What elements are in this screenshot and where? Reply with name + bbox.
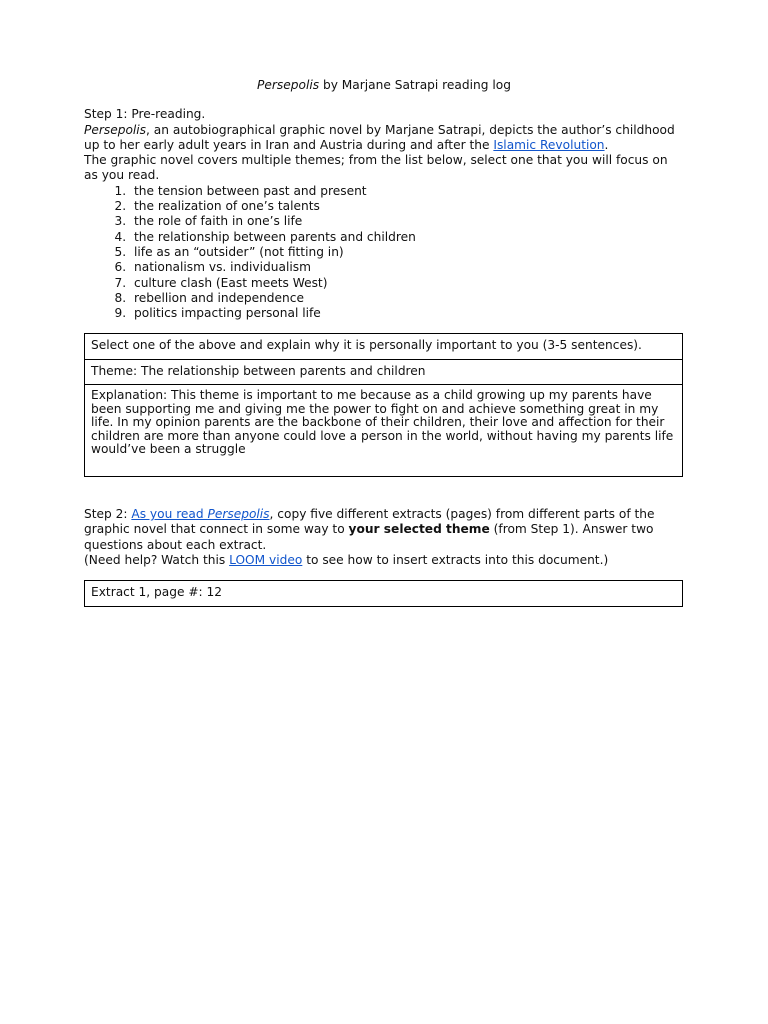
intro-book: Persepolis xyxy=(84,122,147,137)
list-item: 4. the relationship between parents and children xyxy=(130,230,684,245)
selected-theme-bold: your selected theme xyxy=(348,522,490,537)
step2-paragraph xyxy=(84,507,684,553)
list-item: 5. life as an “outsider” (not fitting in) xyxy=(130,245,684,260)
list-item: 8. rebellion and independence xyxy=(130,291,684,306)
as-you-read-text: As you read xyxy=(131,507,208,522)
intro-text: , an autobiographical graphic novel by Marjane Satrapi, depicts the author’s childhood up to her early adult years in Iran and Austria during and after the xyxy=(84,122,675,152)
loom-video-link[interactable]: LOOM video xyxy=(229,552,303,567)
extract-table xyxy=(84,580,683,606)
step1-heading: Step 1: Pre-reading. xyxy=(84,107,206,122)
list-item: 6. nationalism vs. individualism xyxy=(130,260,684,275)
help-paragraph xyxy=(84,553,684,568)
as-you-read-book: Persepolis xyxy=(207,507,270,522)
list-item: 1. the tension between past and present xyxy=(130,184,684,199)
title-book: Persepolis xyxy=(257,78,320,92)
list-item: 7. culture clash (East meets West) xyxy=(130,276,684,291)
explanation-cell[interactable]: Explanation: This theme is important to me because as a child growing up my parents have been supporting me and giving me the power to fight on and achieve something great in my life. In my opinion parents are the backbone of their children, their love and affection for their children are more than anyone could love a person in the world, without having my parents life would’ve been a struggle xyxy=(85,385,683,477)
extract-1-cell[interactable]: Extract 1, page #: 12 xyxy=(85,581,683,606)
document-title xyxy=(84,78,684,93)
list-item: 9. politics impacting personal life xyxy=(130,306,684,321)
table-row xyxy=(85,581,683,606)
theme-cell[interactable]: Theme: The relationship between parents and children xyxy=(85,359,683,384)
themes-list xyxy=(84,184,684,322)
help-suffix: to see how to insert extracts into this document.) xyxy=(302,552,609,567)
list-item: 3. the role of faith in one’s life xyxy=(130,214,684,229)
table-row xyxy=(85,359,683,384)
selection-table xyxy=(84,333,683,477)
intro-end: . xyxy=(604,137,609,152)
as-you-read-link[interactable] xyxy=(131,507,269,521)
step2-label: Step 2: xyxy=(84,507,132,522)
step2-text-b: (from Step 1). Answer two questions about each extract. xyxy=(84,522,654,552)
document-page xyxy=(84,78,684,607)
table-row xyxy=(85,334,683,359)
table-row xyxy=(85,385,683,477)
list-item: 2. the realization of one’s talents xyxy=(130,199,684,214)
themes-intro: The graphic novel covers multiple themes; from the list below, select one that you will focus on as you read. xyxy=(84,153,668,183)
help-prefix: (Need help? Watch this xyxy=(84,552,230,567)
selection-prompt-cell[interactable]: Select one of the above and explain why it is personally important to you (3-5 sentences). xyxy=(85,334,683,359)
islamic-revolution-link[interactable]: Islamic Revolution xyxy=(493,137,605,152)
title-rest: by Marjane Satrapi reading log xyxy=(319,78,511,92)
step1-intro xyxy=(84,123,684,154)
step2-text-a: , copy five different extracts (pages) from different parts of the graphic novel that connect in some way to xyxy=(84,507,655,537)
